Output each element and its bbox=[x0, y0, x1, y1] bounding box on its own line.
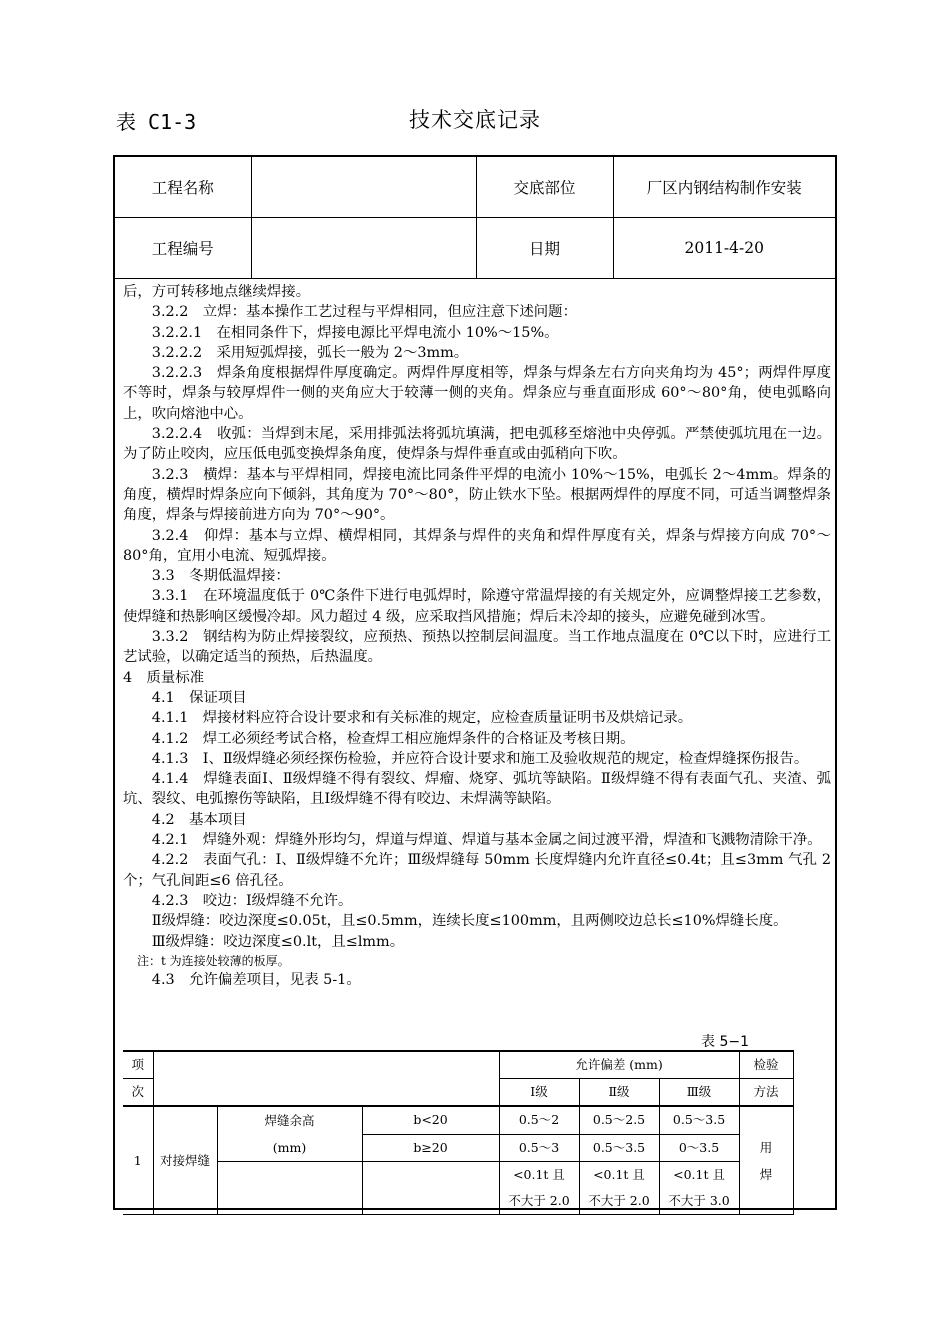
paragraph: 4.1.4 焊缝表面Ⅰ、Ⅱ级焊缝不得有裂纹、焊瘤、烧穿、弧坑等缺陷。Ⅱ级焊缝不得有表面气孔、夹渣、弧坑、裂纹、电弧擦伤等缺陷，且Ⅰ级焊缝不得有咬边、未焊满等缺陷。 bbox=[123, 771, 831, 808]
row-type: 对接焊缝 bbox=[153, 1106, 217, 1215]
note: 注：t 为连接处较薄的板厚。 bbox=[137, 953, 290, 968]
paragraph: 4.1.1 焊接材料应符合设计要求和有关标准的规定，应检查质量证明书及烘焙记录。 bbox=[151, 710, 693, 727]
row-number: 1 bbox=[123, 1106, 153, 1215]
table-cell: 0.5～3.5 bbox=[579, 1134, 659, 1162]
paragraph: 4.1 保证项目 bbox=[151, 689, 247, 706]
sub-item-unit: (mm) bbox=[272, 1140, 307, 1155]
paragraph: 3.2.2.3 焊条角度根据焊件厚度确定。两焊件厚度相等，焊条与焊条左右方向夹角均为 45°；两焊件厚度不等时，焊条与较厚焊件一侧的夹角应大于较薄一侧的夹角。焊条应与垂直面形成 60°～80°角，使电弧略向上，吹向熔池中心。 bbox=[123, 365, 831, 422]
tolerance-table bbox=[123, 1050, 794, 1215]
method-text-a: 用 bbox=[759, 1139, 773, 1155]
table-cell: 0.5～3.5 bbox=[659, 1106, 739, 1134]
project-no-label: 工程编号 bbox=[115, 218, 251, 279]
paragraph: 3.2.2.2 采用短弧焊接，弧长一般为 2～3mm。 bbox=[151, 344, 469, 361]
table-cell: 不大于 3.0 bbox=[659, 1188, 739, 1215]
grade2-header: Ⅱ级 bbox=[579, 1079, 659, 1107]
condition-1: b<20 bbox=[362, 1106, 499, 1134]
condition-2: b≥20 bbox=[362, 1134, 499, 1162]
paragraph: Ⅱ级焊缝：咬边深度≤0.05t，且≤0.5mm，连续长度≤100mm，且两侧咬边总长≤10%焊缝长度。 bbox=[151, 913, 788, 930]
table-cell: <0.1t 且 bbox=[499, 1162, 579, 1189]
body-text bbox=[123, 282, 831, 990]
paragraph: 4.3 允许偏差项目，见表 5-1。 bbox=[151, 971, 361, 988]
date-label: 日期 bbox=[476, 218, 613, 279]
grade1-header: Ⅰ级 bbox=[499, 1079, 579, 1107]
method-header: 检验 bbox=[739, 1051, 793, 1079]
table-cell: 不大于 2.0 bbox=[579, 1188, 659, 1215]
project-no-value bbox=[251, 218, 476, 279]
part-label: 交底部位 bbox=[476, 157, 613, 218]
allowed-header: 允许偏差 (mm) bbox=[499, 1051, 739, 1079]
paragraph: 3.3.2 钢结构为防止焊接裂纹，应预热、预热以控制层间温度。当工作地点温度在 0℃以下时，应进行工艺试验，以确定适当的预热，后热温度。 bbox=[123, 629, 831, 666]
grade3-header: Ⅲ级 bbox=[659, 1079, 739, 1107]
paragraph: 3.2.2 立焊：基本操作工艺过程与平焊相同，但应注意下述问题： bbox=[151, 304, 577, 321]
col-item-header: 项 bbox=[123, 1051, 153, 1079]
form-number: 表 C1-3 bbox=[116, 110, 197, 134]
project-name-value bbox=[251, 157, 476, 218]
table-cell: <0.1t 且 bbox=[579, 1162, 659, 1189]
paragraph: 4.1.2 焊工必须经考试合格，检查焊工相应施焊条件的合格证及考核日期。 bbox=[151, 730, 635, 747]
paragraph: 3.3.1 在环境温度低于 0℃条件下进行电弧焊时，除遵守常温焊接的有关规定外，应调整焊接工艺参数，使焊缝和热影响区缓慢冷却。风力超过 4 级，应采取挡风措施；焊后未冷却的接头，应避免碰到冰雪。 bbox=[123, 588, 831, 625]
paragraph: 4.2.3 咬边：Ⅰ级焊缝不允许。 bbox=[151, 892, 353, 909]
paragraph: 3.3 冬期低温焊接： bbox=[151, 568, 290, 585]
col-item-header-2: 次 bbox=[123, 1079, 153, 1107]
sub-item bbox=[217, 1106, 362, 1162]
paragraph: 3.2.2.4 收弧：当焊到末尾，采用排弧法将弧坑填满，把电弧移至熔池中央停弧。严禁使弧坑甩在一边。为了防止咬肉，应压低电弧变换焊条角度，使焊条与焊件垂直或由弧稍向下吹。 bbox=[123, 426, 831, 463]
paragraph: 3.2.4 仰焊：基本与立焊、横焊相同，其焊条与焊件的夹角和焊件厚度有关，焊条与焊接方向成 70°～80°角，宜用小电流、短弧焊接。 bbox=[123, 527, 831, 564]
paragraph: 4.2.2 表面气孔：Ⅰ、Ⅱ级焊缝不允许；Ⅲ级焊缝每 50mm 长度焊缝内允许直径≤0.4t；且≤3mm 气孔 2 个；气孔间距≤6 倍孔径。 bbox=[123, 852, 831, 889]
method-header-2: 方法 bbox=[739, 1079, 793, 1107]
blank-cell bbox=[217, 1162, 362, 1215]
project-name-label: 工程名称 bbox=[115, 157, 251, 218]
date-value: 2011-4-20 bbox=[613, 218, 835, 279]
table-cell: 0.5～3 bbox=[499, 1134, 579, 1162]
sub-item-name: 焊缝余高 bbox=[264, 1113, 315, 1128]
paragraph: 4.1.3 Ⅰ、Ⅱ级焊缝必须经探伤检验，并应符合设计要求和施工及验收规范的规定，检查焊缝探伤报告。 bbox=[151, 750, 809, 767]
paragraph: Ⅲ级焊缝：咬边深度≤0.lt，且≤lmm。 bbox=[151, 933, 405, 950]
method-text-b: 焊 bbox=[759, 1166, 773, 1182]
paragraph: 后，方可转移地点继续焊接。 bbox=[123, 284, 311, 300]
table-cell: 0～3.5 bbox=[659, 1134, 739, 1162]
paragraph: 4.2.1 焊缝外观：焊缝外形均匀，焊道与焊道、焊道与基本金属之间过渡平滑，焊渣和飞溅物清除干净。 bbox=[151, 832, 822, 849]
table-cell: 不大于 2.0 bbox=[499, 1188, 579, 1215]
table-cell: <0.1t 且 bbox=[659, 1162, 739, 1189]
blank-header bbox=[153, 1051, 499, 1106]
blank-cell bbox=[362, 1162, 499, 1215]
table-cell: 0.5～2.5 bbox=[579, 1106, 659, 1134]
page-title: 技术交底记录 bbox=[409, 108, 541, 132]
paragraph: 4.2 基本项目 bbox=[151, 811, 247, 828]
info-table bbox=[115, 157, 835, 279]
part-value: 厂区内钢结构制作安装 bbox=[613, 157, 835, 218]
document-frame bbox=[113, 155, 837, 1210]
table-cell: 0.5～2 bbox=[499, 1106, 579, 1134]
table-label: 表 5−1 bbox=[701, 1034, 749, 1050]
section-heading: 4 质量标准 bbox=[123, 669, 205, 686]
paragraph: 3.2.3 横焊：基本与平焊相同，焊接电流比同条件平焊的电流小 10%～15%，电弧长 2～4mm。焊条的角度，横焊时焊条应向下倾斜，其角度为 70°～80°，防止铁水下坠。根据两焊件的厚度不同，可适当调整焊条角度，焊条与焊接前进方向为 70°～90°。 bbox=[123, 466, 831, 524]
method-cell bbox=[739, 1106, 793, 1215]
paragraph: 3.2.2.1 在相同条件下，焊接电源比平焊电流小 10%～15%。 bbox=[151, 324, 559, 341]
